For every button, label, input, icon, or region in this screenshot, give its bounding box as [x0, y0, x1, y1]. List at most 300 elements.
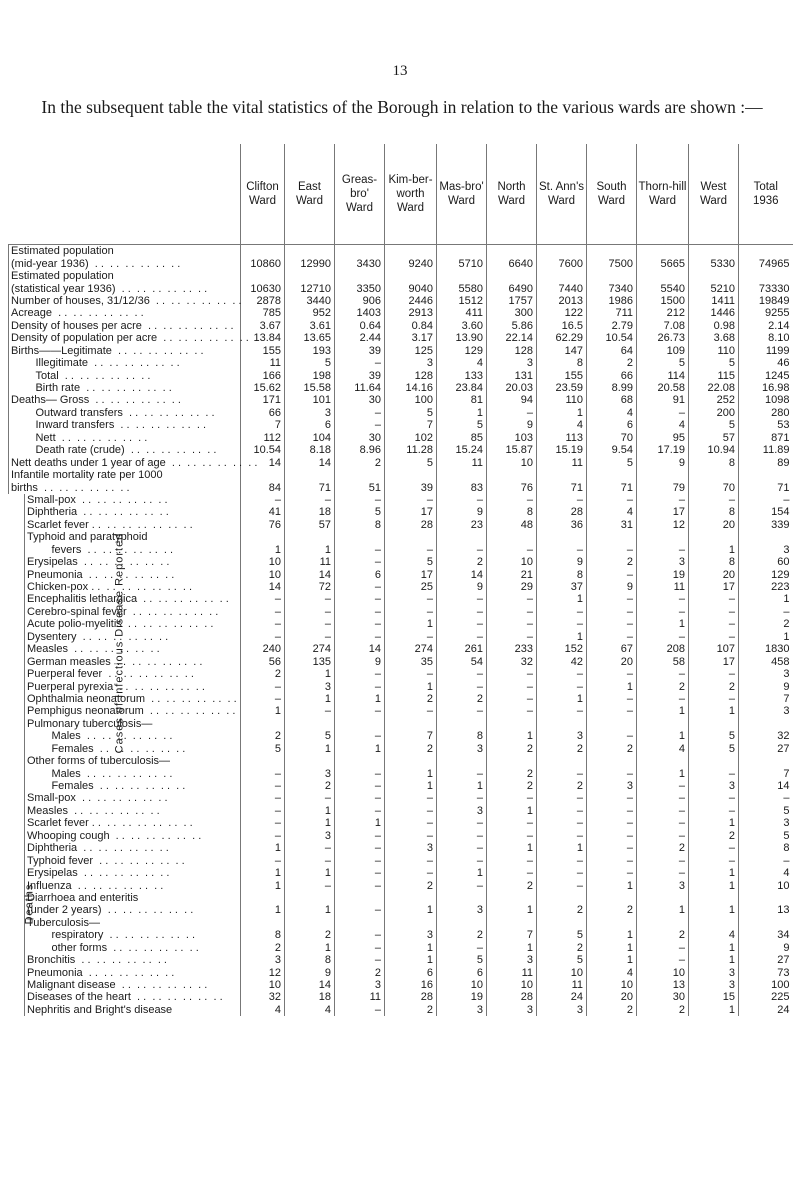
table-row	[9, 767, 793, 779]
table-row	[9, 556, 793, 568]
row-label: Density of houses per acre . . . . . . . . . . . .	[9, 320, 241, 332]
cell-value: –	[335, 867, 385, 879]
cell-value: –	[335, 419, 385, 431]
cell-value: –	[241, 830, 285, 842]
row-label: Small-pox . . . . . . . . . . . .	[25, 792, 241, 804]
cell-value: 24	[537, 991, 587, 1003]
table-body	[9, 245, 793, 1017]
cell-value: 10	[537, 966, 587, 978]
cell-value: 100	[385, 394, 437, 406]
cell-value: 3	[385, 929, 437, 941]
cell-value: –	[437, 854, 487, 866]
cell-value: 11.89	[739, 444, 793, 456]
cell-value: 133	[437, 369, 487, 381]
cell-value: 25	[385, 581, 437, 593]
cell-value: 42	[537, 655, 587, 667]
row-label: Cerebro-spinal fever . . . . . . . . . . . .	[25, 606, 241, 618]
cell-value: –	[637, 407, 689, 419]
deaths-section-heading-text: Deaths	[22, 883, 35, 925]
cell-value: –	[385, 631, 437, 643]
cell-value: 28	[385, 519, 437, 531]
cell-value: 11	[637, 581, 689, 593]
cell-value: 2	[437, 693, 487, 705]
cell-value: 198	[285, 369, 335, 381]
cell-value: 11	[437, 456, 487, 468]
cell-value: 3	[437, 1004, 487, 1016]
cell-value: 1	[285, 867, 335, 879]
cell-value	[689, 531, 739, 543]
cell-value: 5	[689, 730, 739, 742]
cell-value: 1	[689, 904, 739, 916]
cell-value	[689, 718, 739, 730]
cell-value: –	[537, 805, 587, 817]
cell-value: –	[537, 668, 587, 680]
table-row	[9, 307, 793, 319]
cell-value: 2	[437, 556, 487, 568]
cell-value: 10630	[241, 282, 285, 294]
cell-value: 1	[385, 780, 437, 792]
cell-value: –	[587, 606, 637, 618]
cell-value: –	[689, 494, 739, 506]
cell-value: 1	[385, 767, 437, 779]
table-row	[9, 842, 793, 854]
cell-value: 2	[537, 942, 587, 954]
cell-value: 1	[285, 942, 335, 954]
cell-value: 23.59	[537, 382, 587, 394]
cell-value: –	[437, 879, 487, 891]
cell-value: 300	[487, 307, 537, 319]
cell-value: –	[437, 606, 487, 618]
table-row	[9, 792, 793, 804]
cell-value: 4	[739, 867, 793, 879]
cell-value	[739, 718, 793, 730]
cell-value: 107	[689, 643, 739, 655]
cell-value: 5	[385, 456, 437, 468]
cell-value: 2	[385, 879, 437, 891]
cell-value: 5.86	[487, 320, 537, 332]
cell-value: 7	[487, 929, 537, 941]
cell-value: –	[241, 817, 285, 829]
cell-value: 102	[385, 432, 437, 444]
cell-value: 114	[637, 369, 689, 381]
cell-value	[437, 917, 487, 929]
cell-value: 46	[739, 357, 793, 369]
cell-value: –	[487, 407, 537, 419]
cell-value: 5	[385, 407, 437, 419]
cell-value: 1	[385, 954, 437, 966]
cell-value: 58	[637, 655, 689, 667]
table-row	[9, 531, 793, 543]
cell-value: –	[437, 705, 487, 717]
cell-value: –	[335, 792, 385, 804]
cell-value: 1	[587, 929, 637, 941]
cell-value: 12990	[285, 257, 335, 269]
cell-value: –	[437, 842, 487, 854]
cell-value: 15.62	[241, 382, 285, 394]
cell-value	[285, 917, 335, 929]
cell-value: 6	[437, 966, 487, 978]
cell-value: 2878	[241, 295, 285, 307]
cell-value	[335, 917, 385, 929]
cell-value: 8	[335, 519, 385, 531]
row-label: Pneumonia . . . . . . . . . . . .	[25, 966, 241, 978]
cell-value: –	[335, 544, 385, 556]
cell-value: 60	[739, 556, 793, 568]
cell-value: 171	[241, 394, 285, 406]
cell-value	[437, 755, 487, 767]
row-label: Encephalitis lethargica . . . . . . . . . . . .	[25, 593, 241, 605]
cell-value: –	[335, 556, 385, 568]
cell-value: 3	[285, 830, 335, 842]
cell-value: –	[487, 693, 537, 705]
cell-value: 1	[241, 879, 285, 891]
cell-value: 41	[241, 506, 285, 518]
cell-value: –	[739, 606, 793, 618]
cell-value: –	[285, 618, 335, 630]
row-label: Inward transfers . . . . . . . . . . . .	[9, 419, 241, 431]
cell-value	[487, 270, 537, 282]
cell-value: 7440	[537, 282, 587, 294]
cell-value: 3	[335, 979, 385, 991]
cell-value	[335, 270, 385, 282]
cell-value: 11	[487, 966, 537, 978]
cell-value: –	[487, 830, 537, 842]
cell-value: 1	[739, 593, 793, 605]
cell-value: 3440	[285, 295, 335, 307]
cell-value: 1	[637, 705, 689, 717]
cell-value: 952	[285, 307, 335, 319]
cell-value: 3	[487, 954, 537, 966]
cell-value: –	[285, 879, 335, 891]
cell-value: 2.44	[335, 332, 385, 344]
cell-value: 2	[689, 680, 739, 692]
cell-value	[241, 917, 285, 929]
cell-value	[537, 531, 587, 543]
cell-value: 16.5	[537, 320, 587, 332]
cell-value: 1	[241, 867, 285, 879]
cell-value: 5	[241, 743, 285, 755]
cell-value: 11	[537, 456, 587, 468]
cell-value: 101	[285, 394, 335, 406]
cell-value	[689, 245, 739, 258]
cell-value: 5	[385, 556, 437, 568]
cell-value: –	[487, 854, 537, 866]
cell-value: 5330	[689, 257, 739, 269]
cell-value: 7	[241, 419, 285, 431]
cell-value: 4	[587, 966, 637, 978]
cell-value: 3	[437, 805, 487, 817]
cell-value: 28	[487, 991, 537, 1003]
cell-value: 6	[587, 419, 637, 431]
cell-value: 20	[689, 519, 739, 531]
table-row	[9, 879, 793, 891]
row-label: Typhoid and paratyphoid	[25, 531, 241, 543]
cell-value: 5	[739, 805, 793, 817]
cell-value: –	[335, 1004, 385, 1016]
column-header: Total 1936	[739, 144, 793, 245]
row-label: (mid-year 1936) . . . . . . . . . . . .	[9, 257, 241, 269]
cell-value: 1	[241, 842, 285, 854]
cell-value	[637, 531, 689, 543]
cell-value: 4	[587, 407, 637, 419]
row-label: Diphtheria . . . . . . . . . . . .	[25, 506, 241, 518]
cell-value: 4	[285, 1004, 335, 1016]
cell-value: 81	[437, 394, 487, 406]
cell-value: –	[587, 830, 637, 842]
cell-value: 3	[537, 1004, 587, 1016]
cell-value: 24	[739, 1004, 793, 1016]
cell-value	[739, 469, 793, 481]
cell-value: 2	[241, 942, 285, 954]
row-label: Acute polio-myelitis . . . . . . . . . . . .	[25, 618, 241, 630]
cell-value: –	[487, 705, 537, 717]
cell-value: 122	[537, 307, 587, 319]
cell-value: –	[587, 705, 637, 717]
cell-value: 4	[637, 419, 689, 431]
cell-value: –	[437, 544, 487, 556]
row-label: Illegitimate . . . . . . . . . . . .	[9, 357, 241, 369]
cell-value: 2	[587, 743, 637, 755]
cell-value: 39	[385, 481, 437, 493]
cell-value: –	[487, 494, 537, 506]
row-label: Measles . . . . . . . . . . . .	[25, 805, 241, 817]
cell-value: 7	[385, 419, 437, 431]
cell-value: 113	[537, 432, 587, 444]
cell-value: 30	[335, 394, 385, 406]
cell-value: 1830	[739, 643, 793, 655]
cell-value: 7340	[587, 282, 637, 294]
cell-value: 0.98	[689, 320, 739, 332]
cell-value: –	[537, 867, 587, 879]
cell-value: –	[437, 668, 487, 680]
cell-value: 13	[637, 979, 689, 991]
table-row	[9, 929, 793, 941]
cell-value: 1	[587, 680, 637, 692]
cell-value: 1	[437, 780, 487, 792]
cell-value: 1	[487, 942, 537, 954]
cell-value: 2	[637, 929, 689, 941]
row-label: Number of houses, 31/12/36 . . . . . . . . . . . .	[9, 295, 241, 307]
cell-value: 10	[437, 979, 487, 991]
cell-value: 17.19	[637, 444, 689, 456]
table-row	[9, 755, 793, 767]
table-row	[9, 730, 793, 742]
cell-value: 71	[537, 481, 587, 493]
cell-value	[437, 718, 487, 730]
cell-value: 9040	[385, 282, 437, 294]
cell-value: 10	[241, 556, 285, 568]
cell-value	[241, 270, 285, 282]
cell-value	[689, 270, 739, 282]
cell-value	[241, 531, 285, 543]
cell-value: 1	[537, 631, 587, 643]
cell-value: 11	[537, 979, 587, 991]
cell-value: 125	[385, 345, 437, 357]
table-row	[9, 618, 793, 630]
table-row	[9, 817, 793, 829]
cell-value: 53	[739, 419, 793, 431]
cell-value: 5	[689, 357, 739, 369]
cell-value: 261	[437, 643, 487, 655]
cell-value: 3430	[335, 257, 385, 269]
cell-value: –	[587, 668, 637, 680]
cell-value: 10860	[241, 257, 285, 269]
cell-value: 3	[739, 544, 793, 556]
cell-value: –	[637, 668, 689, 680]
row-label: Chicken-pox . . . . . . . . . . . . . .	[25, 581, 241, 593]
page-number: 13	[392, 63, 408, 79]
column-header: North Ward	[487, 144, 537, 245]
cell-value: –	[587, 568, 637, 580]
cell-value: 280	[739, 407, 793, 419]
cell-value	[335, 892, 385, 904]
cell-value: 1	[487, 904, 537, 916]
table-row	[9, 830, 793, 842]
cell-value	[437, 892, 487, 904]
cell-value	[537, 270, 587, 282]
cell-value: 785	[241, 307, 285, 319]
cell-value	[587, 892, 637, 904]
row-label: Nephritis and Bright's disease	[25, 1004, 241, 1016]
cell-value	[587, 755, 637, 767]
cell-value: –	[385, 805, 437, 817]
cell-value: 32	[739, 730, 793, 742]
table-row	[9, 854, 793, 866]
cell-value	[487, 469, 537, 481]
cell-value: –	[587, 867, 637, 879]
cell-value: 1	[689, 1004, 739, 1016]
cell-value: 2	[487, 767, 537, 779]
cell-value: –	[335, 954, 385, 966]
table-row	[9, 631, 793, 643]
cell-value: 1500	[637, 295, 689, 307]
cell-value	[385, 917, 437, 929]
cell-value: 76	[487, 481, 537, 493]
cell-value: 1	[385, 942, 437, 954]
cell-value	[487, 892, 537, 904]
cell-value: 147	[537, 345, 587, 357]
table-row	[9, 581, 793, 593]
cell-value: –	[385, 792, 437, 804]
cell-value: 1098	[739, 394, 793, 406]
table-row	[9, 481, 793, 493]
cell-value: 1	[637, 904, 689, 916]
cell-value	[385, 270, 437, 282]
cell-value: 1	[385, 904, 437, 916]
cell-value: 2	[637, 842, 689, 854]
cell-value: 76	[241, 519, 285, 531]
cell-value: 5	[587, 456, 637, 468]
cell-value: 135	[285, 655, 335, 667]
cell-value	[637, 755, 689, 767]
cell-value: 3	[689, 966, 739, 978]
cell-value: 274	[385, 643, 437, 655]
cell-value: 3	[637, 556, 689, 568]
cell-value: –	[285, 593, 335, 605]
cell-value: –	[537, 817, 587, 829]
cell-value: 31	[587, 519, 637, 531]
cell-value: 2	[587, 357, 637, 369]
cell-value: 1	[241, 544, 285, 556]
cell-value: 4	[241, 1004, 285, 1016]
cell-value: 13.90	[437, 332, 487, 344]
cell-value: 70	[689, 481, 739, 493]
row-label: Diarrhoea and enteritis	[25, 892, 241, 904]
cell-value: 3	[437, 904, 487, 916]
cell-value: –	[385, 593, 437, 605]
cell-value: –	[689, 805, 739, 817]
cell-value: 2	[689, 830, 739, 842]
cell-value	[587, 917, 637, 929]
row-label: Measles . . . . . . . . . . . .	[25, 643, 241, 655]
cell-value: 94	[487, 394, 537, 406]
cell-value: –	[335, 929, 385, 941]
cell-value: 48	[487, 519, 537, 531]
cell-value	[739, 270, 793, 282]
cell-value: 2.79	[587, 320, 637, 332]
cell-value: 14	[285, 456, 335, 468]
table-row	[9, 979, 793, 991]
cell-value: 8	[285, 954, 335, 966]
cell-value: 57	[689, 432, 739, 444]
row-label: Bronchitis . . . . . . . . . . . .	[25, 954, 241, 966]
row-label: Outward transfers . . . . . . . . . . . .	[9, 407, 241, 419]
cell-value: 252	[689, 394, 739, 406]
cell-value: –	[487, 817, 537, 829]
cell-value	[637, 270, 689, 282]
cell-value: –	[487, 593, 537, 605]
row-label: fevers . . . . . . . . . . . .	[25, 544, 241, 556]
cell-value	[689, 755, 739, 767]
cell-value: –	[385, 544, 437, 556]
cell-value: –	[689, 854, 739, 866]
cell-value	[689, 892, 739, 904]
cell-value: 35	[385, 655, 437, 667]
cell-value: 3	[241, 954, 285, 966]
cell-value: 2	[637, 1004, 689, 1016]
cell-value: –	[335, 593, 385, 605]
cell-value: 2	[285, 780, 335, 792]
cell-value	[385, 718, 437, 730]
cell-value: 1	[335, 817, 385, 829]
column-header: West Ward	[689, 144, 739, 245]
cell-value: 1	[285, 805, 335, 817]
cell-value: 1411	[689, 295, 739, 307]
cell-value: 89	[739, 456, 793, 468]
cell-value	[335, 469, 385, 481]
cell-value: 20.58	[637, 382, 689, 394]
cell-value: 84	[241, 481, 285, 493]
cell-value: 29	[487, 581, 537, 593]
cell-value	[537, 245, 587, 258]
cell-value: 30	[335, 432, 385, 444]
cell-value: 9	[587, 581, 637, 593]
cell-value	[637, 917, 689, 929]
cell-value: –	[335, 494, 385, 506]
cell-value: 10.54	[241, 444, 285, 456]
row-label: Influenza . . . . . . . . . . . .	[25, 879, 241, 891]
cell-value: 6	[385, 966, 437, 978]
cell-value: –	[637, 830, 689, 842]
cell-value: 2	[587, 1004, 637, 1016]
cell-value: –	[689, 842, 739, 854]
cell-value: –	[437, 942, 487, 954]
cell-value: –	[587, 842, 637, 854]
cell-value: 9	[739, 942, 793, 954]
cell-value	[739, 917, 793, 929]
cell-value: –	[335, 581, 385, 593]
cell-value: –	[335, 705, 385, 717]
